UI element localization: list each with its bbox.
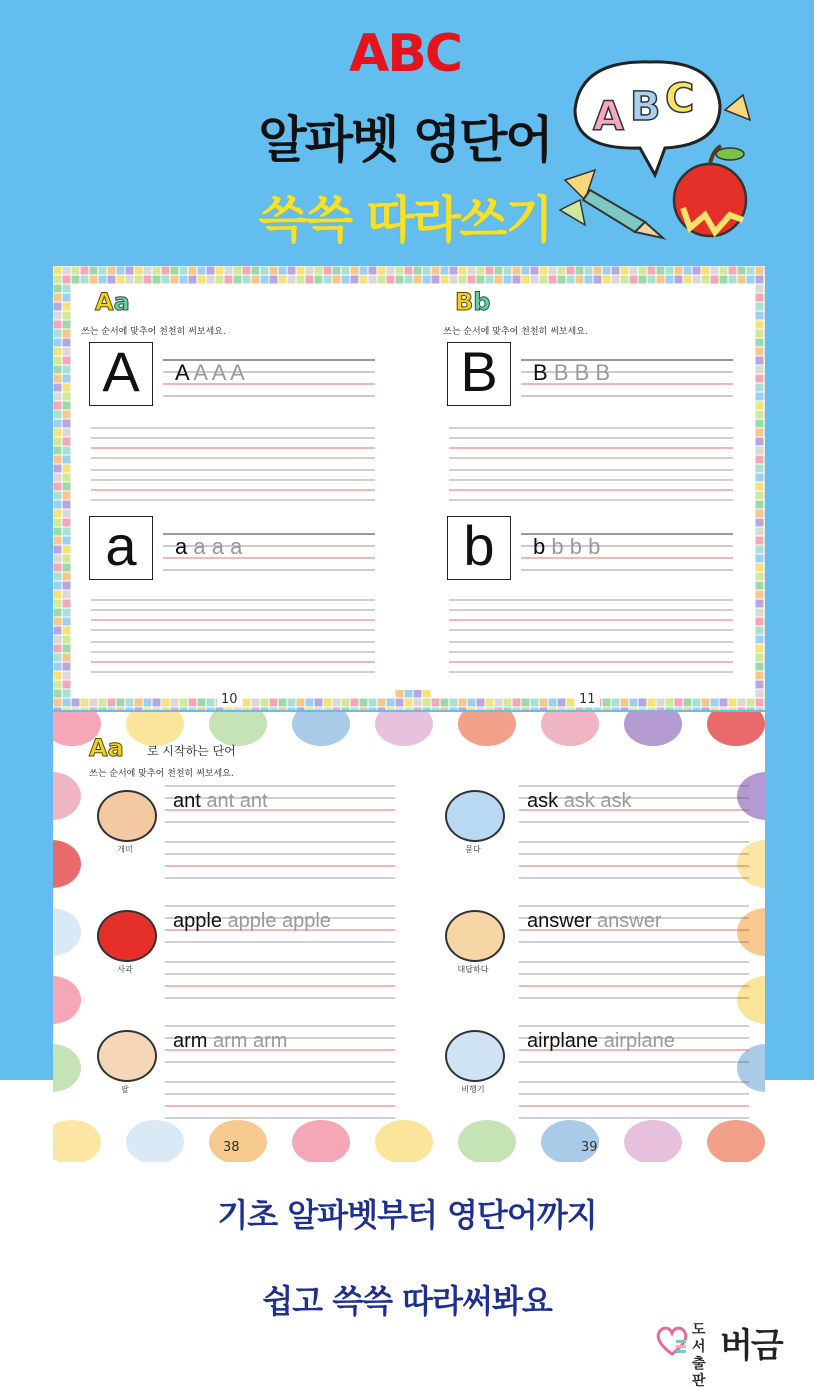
letter-box-a <box>89 516 153 580</box>
word-caption: 묻다 <box>465 845 481 854</box>
instruction-text: 쓰는 순서에 맞추어 천천히 써보세요. <box>81 327 226 337</box>
trace-guide: B B B <box>553 360 611 385</box>
polka-dot <box>541 712 599 746</box>
page-bb <box>425 284 747 690</box>
word-caption: 사과 <box>117 965 133 974</box>
word-trace <box>173 1030 287 1053</box>
word-model: apple <box>173 910 228 932</box>
trace-row <box>533 534 600 560</box>
letter-pair-heading: Aa <box>89 734 124 762</box>
practice-lines <box>91 598 375 678</box>
polka-dot <box>458 712 516 746</box>
word-model: ant <box>173 790 207 812</box>
letter-box-B <box>447 342 511 406</box>
polka-dot <box>292 712 350 746</box>
page-number: 10 <box>217 692 242 707</box>
instruction-text: 쓰는 순서에 맞추어 천천히 써보세요. <box>89 769 234 779</box>
abc-bubble-apple-icon <box>555 50 785 250</box>
page-aa <box>71 284 393 690</box>
word-caption: 비행기 <box>461 1085 485 1094</box>
polka-dot <box>53 908 81 956</box>
word-model: airplane <box>527 1030 604 1052</box>
brand-small-text: 도서출판 <box>692 1322 706 1389</box>
page-number: 38 <box>223 1140 240 1155</box>
ant-icon <box>97 790 157 842</box>
trace-row <box>175 360 245 386</box>
trace-model: a <box>175 534 188 559</box>
svg-text:A: A <box>593 94 624 140</box>
practice-lines <box>91 426 375 506</box>
page-number: 11 <box>575 692 600 707</box>
words-spread <box>53 712 765 1162</box>
polka-dot <box>209 712 267 746</box>
page-title: 알파벳 영단어 <box>258 111 552 169</box>
polka-dot <box>53 976 81 1024</box>
people-asking-icon <box>445 790 505 842</box>
word-guide: apple apple <box>227 910 331 932</box>
stroke-letter: b <box>463 514 495 577</box>
trace-row <box>533 360 610 386</box>
word-caption: 대답하다 <box>457 965 489 974</box>
trace-guide: A A A <box>193 360 245 385</box>
heart-book-icon <box>654 1324 690 1358</box>
polka-dot <box>707 712 765 746</box>
arm-icon <box>97 1030 157 1082</box>
word-caption: 팔 <box>121 1085 129 1094</box>
alphabet-spread <box>53 266 765 710</box>
trace-guide: b b b <box>551 534 601 559</box>
polka-dot <box>53 1044 81 1092</box>
title-abc: ABC <box>348 24 462 84</box>
airplane-icon <box>445 1030 505 1082</box>
brand-name: 버금 <box>720 1326 782 1366</box>
instruction-text: 쓰는 순서에 맞추어 천천히 써보세요. <box>443 327 588 337</box>
trace-model: A <box>175 360 189 385</box>
word-model: ask <box>527 790 564 812</box>
polka-dot <box>53 772 81 820</box>
page-subtitle: 쓱쓱 따라쓰기 <box>258 191 552 249</box>
trace-row <box>175 534 242 560</box>
polka-dot <box>53 1120 101 1162</box>
stroke-letter: B <box>460 340 498 403</box>
polka-dot <box>375 712 433 746</box>
letter-box-A <box>89 342 153 406</box>
trace-model: b <box>533 534 546 559</box>
trace-guide: a a a <box>193 534 243 559</box>
practice-lines <box>449 598 733 678</box>
word-guide: arm arm <box>213 1030 288 1052</box>
stroke-letter: A <box>102 340 140 403</box>
letter-pair-heading: Aa <box>95 288 130 316</box>
publisher-logo <box>654 1320 810 1389</box>
letter-box-b <box>447 516 511 580</box>
page-number: 39 <box>581 1140 598 1155</box>
svg-text:C: C <box>665 76 695 122</box>
people-answering-icon <box>445 910 505 962</box>
word-trace <box>527 910 662 933</box>
polka-dot <box>458 1120 516 1162</box>
svg-text:B: B <box>630 84 661 130</box>
word-guide: ant ant <box>206 790 268 812</box>
letter-pair-heading: Bb <box>455 288 491 316</box>
word-trace <box>173 910 331 933</box>
polka-dot <box>624 712 682 746</box>
tagline-1: 기초 알파벳부터 영단어까지 <box>217 1196 597 1234</box>
word-model: answer <box>527 910 598 932</box>
word-trace <box>527 1030 675 1053</box>
word-trace <box>173 790 268 813</box>
tagline-2: 쉽고 쓱쓱 따라써봐요 <box>262 1282 552 1320</box>
polka-dot <box>53 840 81 888</box>
word-guide: ask ask <box>563 790 632 812</box>
polka-dot <box>126 712 184 746</box>
practice-lines <box>449 426 733 506</box>
word-model: arm <box>173 1030 213 1052</box>
word-guide: answer <box>597 910 662 932</box>
word-trace <box>527 790 632 813</box>
section-heading: 로 시작하는 단어 <box>147 744 236 758</box>
word-caption: 개미 <box>117 845 133 854</box>
stroke-letter: a <box>105 514 137 577</box>
word-guide: airplane <box>603 1030 675 1052</box>
trace-model: B <box>533 360 548 385</box>
apple-icon <box>97 910 157 962</box>
